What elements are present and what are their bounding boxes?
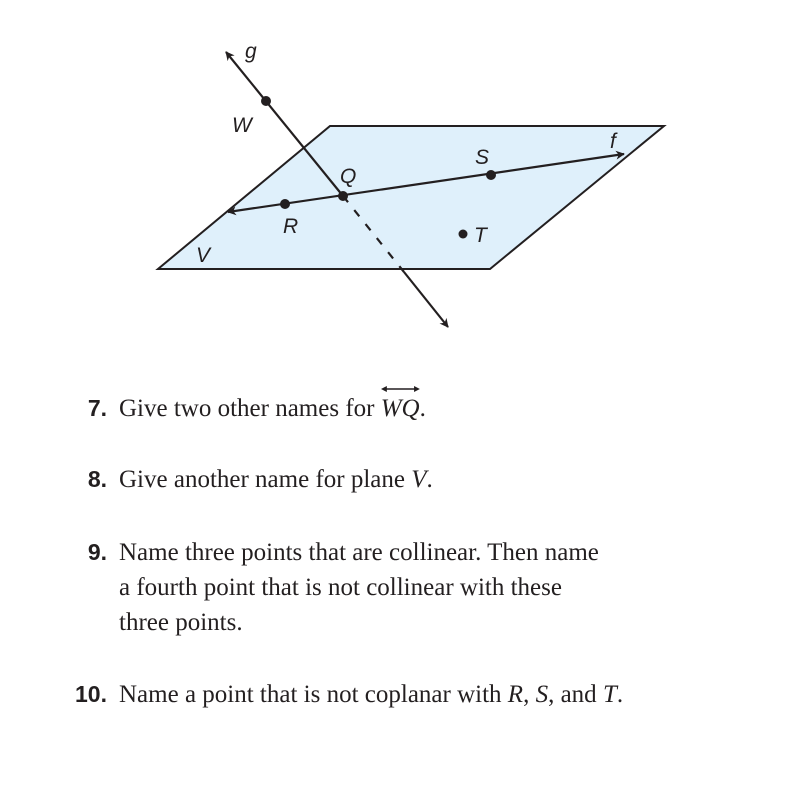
point-s [486,170,496,180]
symbol-text: WQ [380,395,420,422]
variable: V [411,466,427,493]
question-text-part: . [426,466,433,493]
question-line: Name three points that are collinear. Then name [119,539,599,566]
label-s: S [475,146,490,169]
point-q [338,191,348,201]
question-line: three points. [119,609,243,636]
question-10 [75,678,624,711]
label-q: Q [340,165,357,188]
question-7 [87,392,426,425]
label-w: W [232,114,252,137]
label-v: V [196,244,211,267]
plane-v [158,126,664,269]
variable: R [507,681,524,708]
variable: S [535,681,549,708]
point-w [261,96,271,106]
question-number: 10. [75,681,107,707]
question-text-part: . [419,395,426,422]
point-t [459,230,468,239]
question-9 [87,535,599,640]
point-r [280,199,290,209]
label-r: R [283,215,299,238]
question-number: 7. [87,395,107,421]
question-text-part: . [616,681,624,708]
question-text [119,392,426,425]
question-text-part: Give another name for plane [119,466,412,493]
label-g: g [245,40,257,63]
question-line: a fourth point that is not collinear with these [119,574,562,601]
variable: T [602,681,617,708]
double-arrow-icon [381,384,420,394]
line-symbol-wq [381,392,420,425]
question-text-part: , [523,681,536,708]
question-number: 8. [87,466,107,492]
question-text-part: Name a point that is not coplanar with [119,681,508,708]
question-text-part: , and [548,681,603,708]
label-f: f [610,130,616,153]
label-t: T [474,224,487,247]
line-g-lower [404,272,448,327]
question-8 [87,463,433,496]
question-number: 9. [87,539,107,565]
question-text [119,678,623,711]
question-text-part: Give two other names for [119,395,381,422]
question-text [119,463,433,496]
question-text [119,535,599,640]
geometry-figure [0,0,786,360]
